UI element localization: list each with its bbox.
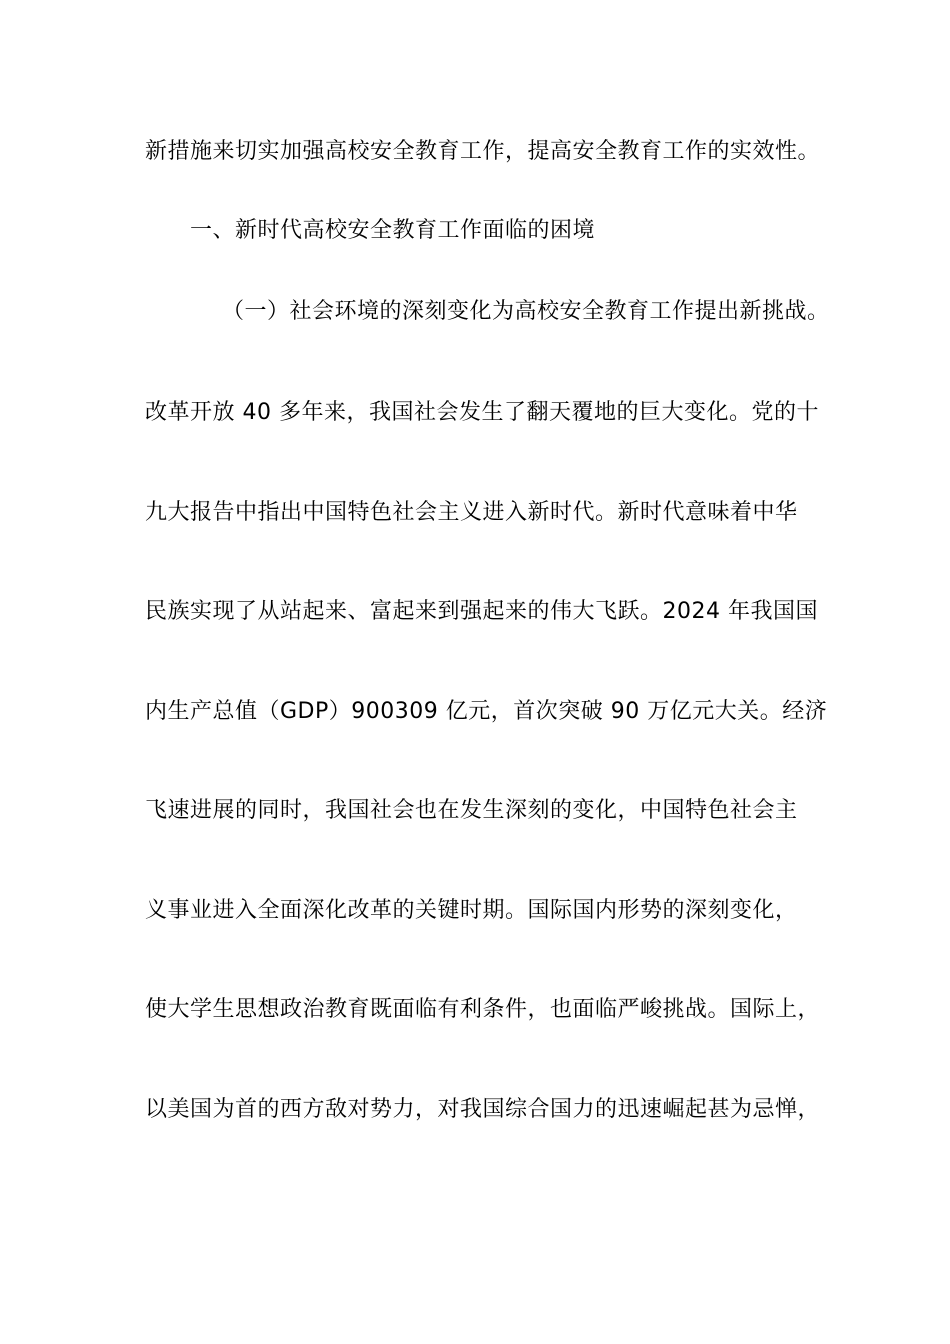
paragraph-line: 九大报告中指出中国特色社会主义进入新时代。新时代意味着中华 <box>145 500 798 525</box>
subsection-heading: （一）社会环境的深刻变化为高校安全教育工作提出新挑战。 <box>222 299 830 324</box>
paragraph-line: 飞速进展的同时，我国社会也在发生深刻的变化，中国特色社会主 <box>145 798 798 823</box>
paragraph-line: 义事业进入全面深化改革的关键时期。国际国内形势的深刻变化， <box>145 898 798 923</box>
paragraph-line: 民族实现了从站起来、富起来到强起来的伟大飞跃。2024 年我国国 <box>145 599 818 624</box>
paragraph-line: 改革开放 40 多年来，我国社会发生了翻天覆地的巨大变化。党的十 <box>145 400 819 425</box>
paragraph-line: 内生产总值（GDP）900309 亿元，首次突破 90 万亿元大关。经济 <box>145 699 828 724</box>
paragraph-line: 以美国为首的西方敌对势力，对我国综合国力的迅速崛起甚为忌惮， <box>145 1097 821 1122</box>
paragraph-line: 新措施来切实加强高校安全教育工作，提高安全教育工作的实效性。 <box>145 139 821 164</box>
section-heading: 一、新时代高校安全教育工作面临的困境 <box>190 218 596 243</box>
paragraph-line: 使大学生思想政治教育既面临有利条件，也面临严峻挑战。国际上， <box>145 997 821 1022</box>
